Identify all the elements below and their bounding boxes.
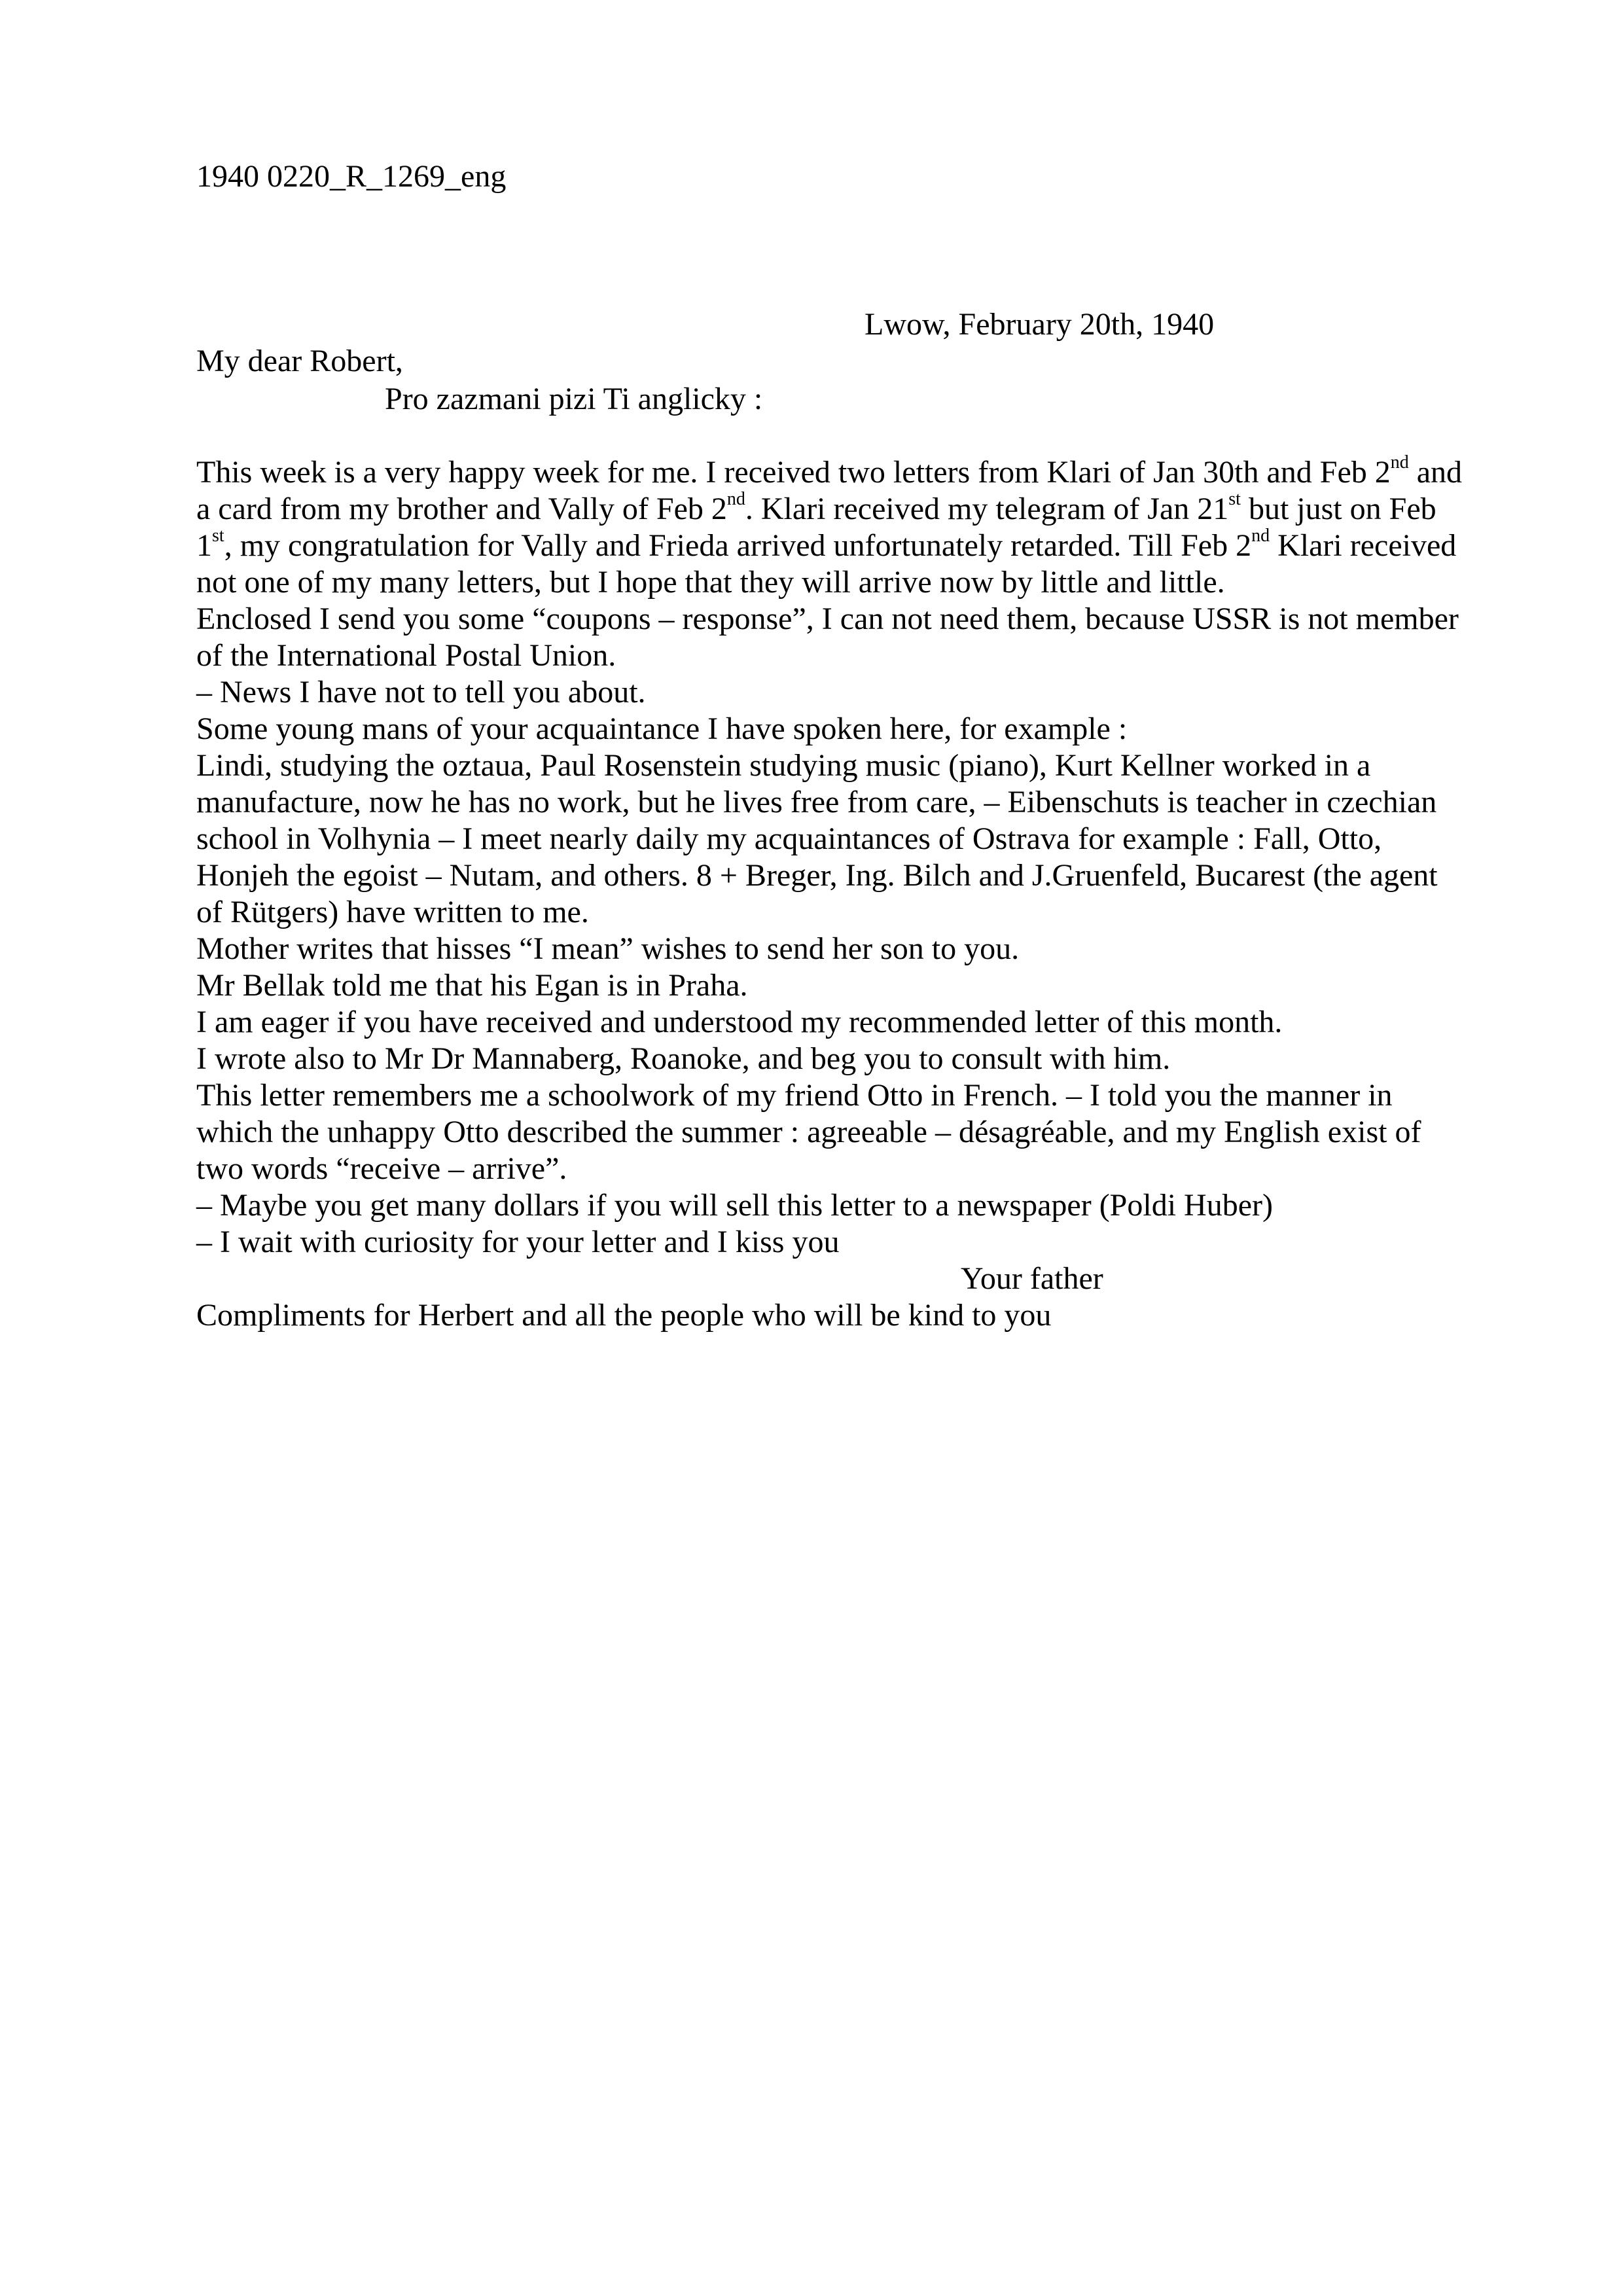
body-line: – Maybe you get many dollars if you will sell this letter to a newspaper (Poldi Huber) <box>196 1188 1273 1223</box>
body-line: which the unhappy Otto described the summer : agreeable – désagréable, and my English exist of <box>196 1115 1421 1149</box>
body-line: two words “receive – arrive”. <box>196 1151 567 1186</box>
text-segment: . Klari received my telegram of Jan 21 <box>745 492 1229 526</box>
text-segment: Klari received <box>1270 528 1457 563</box>
ordinal-suffix: nd <box>1251 526 1270 546</box>
body-line: I wrote also to Mr Dr Mannaberg, Roanoke, and beg you to consult with him. <box>196 1041 1171 1076</box>
salutation: My dear Robert, <box>196 344 403 378</box>
ordinal-suffix: st <box>1228 489 1241 509</box>
text-segment: but just on Feb <box>1240 492 1436 526</box>
text-segment: This week is a very happy week for me. I received two letters from Klari of Jan 30th and Feb 2 <box>196 455 1391 490</box>
paragraph-line-1 <box>196 454 1462 491</box>
text-segment: a card from my brother and Vally of Feb 2 <box>196 492 727 526</box>
note-line: Pro zazmani pizi Ti anglicky : <box>385 382 763 416</box>
paragraph-line-4: not one of my many letters, but I hope that they will arrive now by little and little. <box>196 565 1225 600</box>
ordinal-suffix: nd <box>1390 452 1409 473</box>
file-id: 1940 0220_R_1269_eng <box>196 159 507 194</box>
text-segment: 1 <box>196 528 212 563</box>
body-line: manufacture, now he has no work, but he lives free from care, – Eibenschuts is teacher in czechian <box>196 785 1437 819</box>
body-line: Lindi, studying the oztaua, Paul Rosenstein studying music (piano), Kurt Kellner worked in a <box>196 748 1371 783</box>
body-line: – I wait with curiosity for your letter and I kiss you <box>196 1225 840 1259</box>
body-line: of Rütgers) have written to me. <box>196 895 589 929</box>
text-segment: , my congratulation for Vally and Frieda arrived unfortunately retarded. Till Feb 2 <box>224 528 1252 563</box>
body-line: Some young mans of your acquaintance I have spoken here, for example : <box>196 711 1128 746</box>
signature: Your father <box>961 1261 1103 1296</box>
body-line: I am eager if you have received and understood my recommended letter of this month. <box>196 1005 1283 1039</box>
ordinal-suffix: nd <box>726 489 745 509</box>
ordinal-suffix: st <box>212 526 224 546</box>
paragraph-line-2 <box>196 491 1436 528</box>
postscript: Compliments for Herbert and all the people who will be kind to you <box>196 1298 1052 1333</box>
body-line: – News I have not to tell you about. <box>196 675 646 709</box>
body-line: school in Volhynia – I meet nearly daily my acquaintances of Ostrava for example : Fall, Otto, <box>196 821 1382 856</box>
body-line: Honjeh the egoist – Nutam, and others. 8 + Breger, Ing. Bilch and J.Gruenfeld, Bucarest (the agent <box>196 858 1438 893</box>
body-line: Enclosed I send you some “coupons – response”, I can not need them, because USSR is not member <box>196 601 1459 636</box>
body-line: Mother writes that hisses “I mean” wishes to send her son to you. <box>196 931 1020 966</box>
body-line: This letter remembers me a schoolwork of my friend Otto in French. – I told you the manner in <box>196 1078 1393 1113</box>
paragraph-line-3 <box>196 528 1456 564</box>
body-line: Mr Bellak told me that his Egan is in Praha. <box>196 968 748 1003</box>
place-date: Lwow, February 20th, 1940 <box>865 307 1215 342</box>
text-segment: and <box>1408 455 1463 490</box>
body-line: of the International Postal Union. <box>196 638 616 673</box>
